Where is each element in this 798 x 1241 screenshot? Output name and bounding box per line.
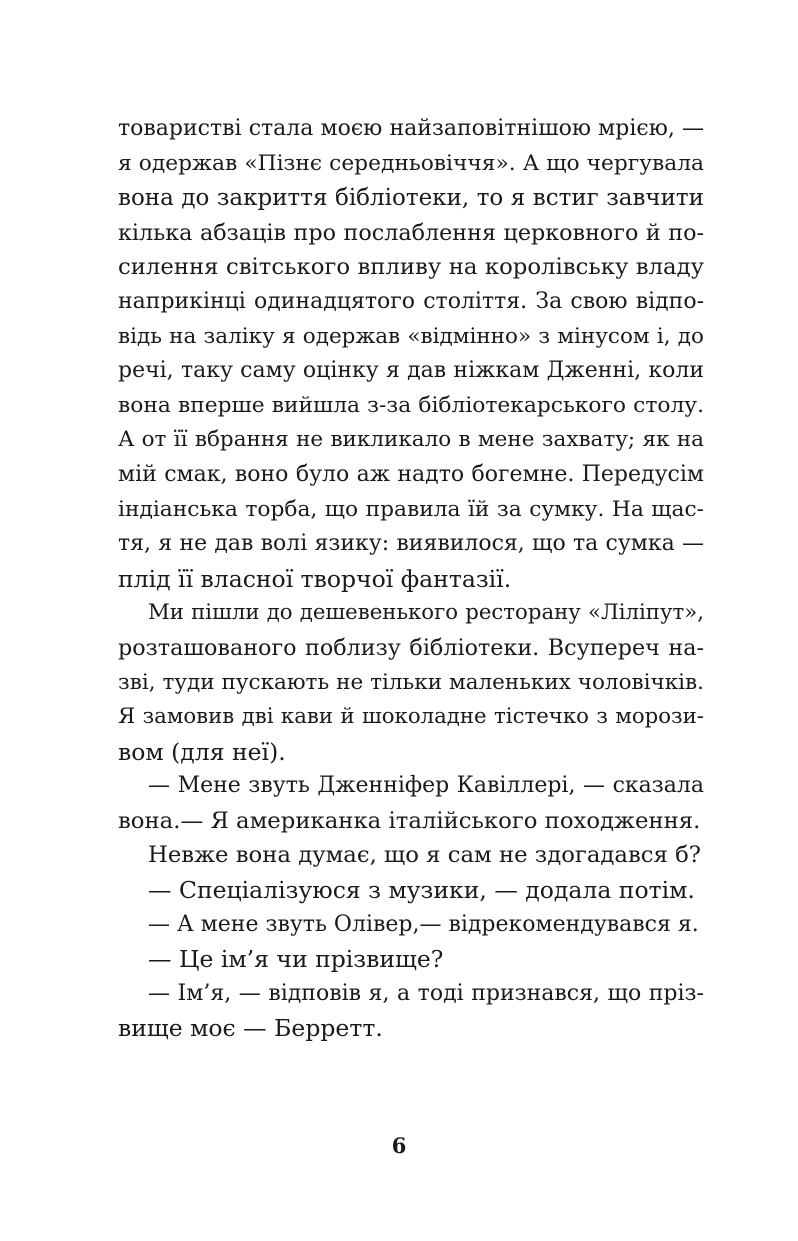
text-line: — Спеціалізуюся з музики, — додала потім. xyxy=(148,876,695,905)
text-line: вона.— Я американка італійського походження. xyxy=(118,807,701,834)
text-line: Ми пішли до дешевенького ресторану «Ліліпут», xyxy=(148,600,704,626)
text-line: — Мене звуть Дженніфер Кавіллері, — сказала xyxy=(148,773,704,799)
text-line: силення світського впливу на королівську владу xyxy=(118,254,704,281)
text-line: наприкінці одинадцятого століття. За свою відпо- xyxy=(118,288,704,314)
text-line: відь на заліку я одержав «відмінно» з мінусом і, до xyxy=(118,323,704,349)
text-line: вом (для неї). xyxy=(118,737,286,766)
text-line: речі, таку саму оцінку я дав ніжкам Дженні, коли xyxy=(118,358,704,384)
text-line: товаристві стала моєю найзаповітнішою мрією, — xyxy=(118,116,704,141)
text-line: Я замовив дві кави й шоколадне тістечко з морози- xyxy=(118,704,704,730)
text-line: тя, я не дав волі язику: виявилося, що та сумка — xyxy=(118,531,704,557)
text-line: розташованого поблизу бібліотеки. Всупереч на- xyxy=(118,634,704,661)
text-line: плід її власної творчої фантазії. xyxy=(118,564,512,593)
text-line: індіанська торба, що правила їй за сумку. На щас- xyxy=(118,496,704,522)
text-line: я одержав «Пізнє середньовіччя». А що чергувала xyxy=(118,150,704,176)
text-line: зві, туди пускають не тільки маленьких чоловічків. xyxy=(118,669,704,695)
text-line: мій смак, воно було аж надто богемне. Передусім xyxy=(118,461,704,487)
text-line: А от її вбрання не викликало в мене захвату; як на xyxy=(118,427,704,453)
text-line: вона вперше вийшла з-за бібліотекарського столу. xyxy=(118,392,704,418)
text-line: — Ім’я, — відповів я, а тоді признався, що пріз- xyxy=(148,980,704,1006)
text-line: — Це ім’я чи прізвище? xyxy=(148,945,444,974)
text-line: Невже вона думає, що я сам не здогадався б? xyxy=(148,842,701,869)
page-number: 6 xyxy=(391,1133,407,1158)
text-line: кілька абзаців про послаблення церковного й по- xyxy=(118,219,704,246)
text-line: вона до закриття бібліотеки, то я встиг завчити xyxy=(118,185,704,212)
text-line: вище моє — Берретт. xyxy=(118,1014,383,1043)
body-text xyxy=(118,112,704,1046)
text-line: — А мене звуть Олівер,— відрекомендувався я. xyxy=(148,911,699,937)
